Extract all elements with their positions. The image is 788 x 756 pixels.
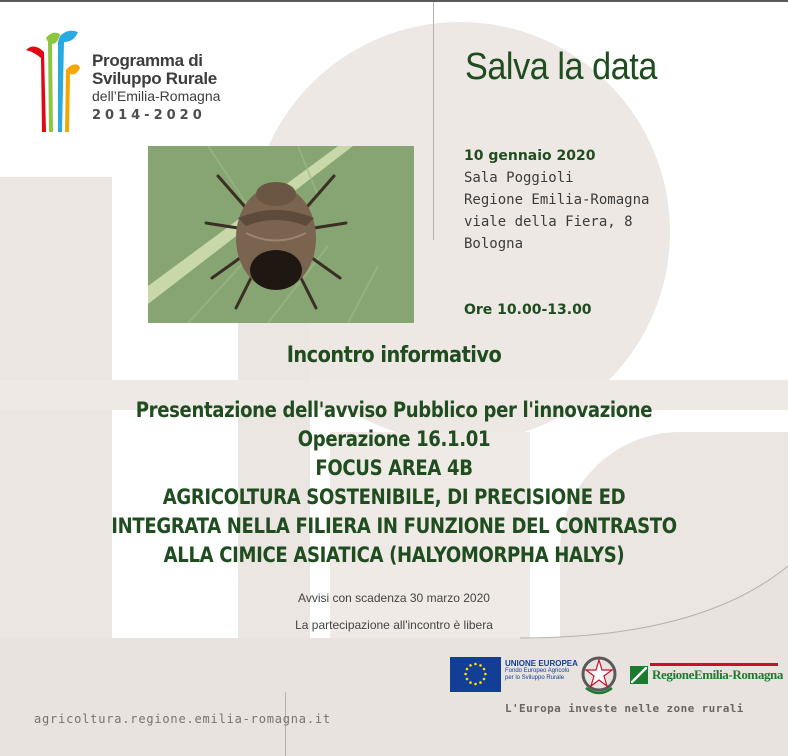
website-link[interactable]: agricoltura.regione.emilia-romagna.it <box>34 712 331 726</box>
save-the-date-title: Salva la data <box>465 46 657 88</box>
event-city: Bologna <box>464 236 524 252</box>
italian-republic-emblem-icon <box>580 654 618 696</box>
program-title-line2: Sviluppo Rurale <box>92 69 217 88</box>
event-time: Ore 10.00-13.00 <box>464 302 592 318</box>
event-date: 10 gennaio 2020 <box>464 148 596 164</box>
eu-label <box>505 659 578 682</box>
eu-flag-icon <box>450 657 501 692</box>
announcement-line: AGRICOLTURA SOSTENIBILE, DI PRECISIONE ED <box>162 485 626 509</box>
participation-note: La partecipazione all'incontro è libera <box>295 618 493 632</box>
region-logo-text: RegioneEmilia-Romagna <box>652 667 783 682</box>
program-title <box>92 52 220 123</box>
program-years: 2014-2020 <box>92 108 206 123</box>
footer-curve <box>0 562 788 662</box>
announcement-line: ALLA CIMICE ASIATICA (HALYOMORPHA HALYS) <box>163 543 625 567</box>
announcement-line: INTEGRATA NELLA FILIERA IN FUNZIONE DEL CONTRASTO <box>111 514 677 538</box>
event-venue: Sala Poggioli <box>464 170 574 186</box>
program-title-line1: Programma di <box>92 51 203 70</box>
deadline-note: Avvisi con scadenza 30 marzo 2020 <box>298 591 490 605</box>
event-address: viale della Fiera, 8 <box>464 214 633 230</box>
eu-fund-line2: per lo Sviluppo Rurale <box>505 675 565 681</box>
announcement-line: Operazione 16.1.01 <box>297 427 491 451</box>
region-flag-icon <box>630 666 648 684</box>
event-organization: Regione Emilia-Romagna <box>464 192 650 208</box>
meeting-type-heading: Incontro informativo <box>286 343 502 368</box>
header-divider <box>433 2 434 240</box>
program-title-line3: dell’Emilia-Romagna <box>92 88 221 104</box>
announcement-line: Presentazione dell'avviso Pubblico per l'innovazione <box>135 398 653 422</box>
stink-bug-photo <box>148 146 414 323</box>
region-logo <box>630 663 783 687</box>
eu-title: UNIONE EUROPEA <box>505 659 578 668</box>
region-logo-bar <box>650 663 778 666</box>
event-details <box>464 145 649 255</box>
announcement-line: FOCUS AREA 4B <box>315 456 473 480</box>
eu-fund-line1: Fondo Europeo Agricolo <box>505 668 570 674</box>
announcement-text <box>55 396 733 570</box>
footer-slogan: L'Europa investe nelle zone rurali <box>505 702 744 715</box>
program-logo-icon <box>24 28 80 138</box>
